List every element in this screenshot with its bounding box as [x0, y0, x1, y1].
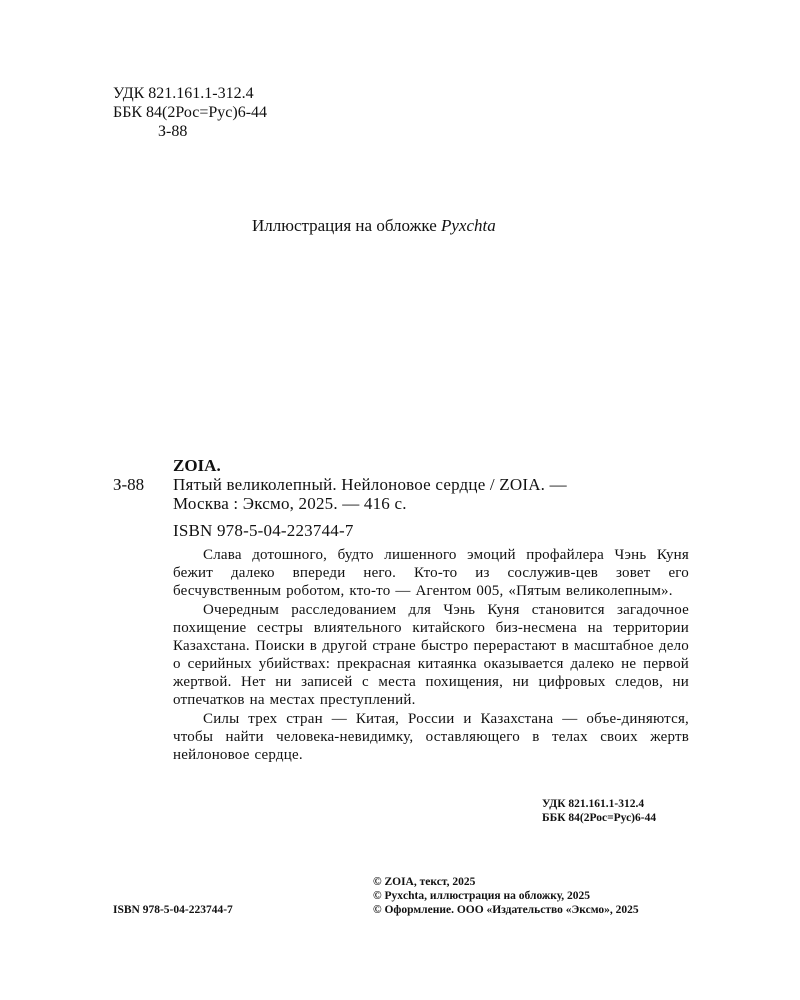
- udk-code: УДК 821.161.1-312.4: [113, 85, 254, 102]
- author-heading: ZOIA.: [173, 456, 221, 475]
- footer-isbn: ISBN 978-5-04-223744-7: [113, 904, 233, 916]
- cover-illustration-artist: Pyxchta: [441, 216, 496, 235]
- catalog-isbn: ISBN 978-5-04-223744-7: [173, 521, 354, 540]
- bbk-code: ББК 84(2Рос=Рус)6-44: [113, 104, 268, 121]
- annotation-paragraph: Силы трех стран — Китая, России и Казахстана — объе-диняются, чтобы найти человека-невидимку, оставляющего в телах своих жертв нейлоновое сердце.: [173, 711, 689, 763]
- cover-illustration-prefix: Иллюстрация на обложке: [252, 216, 441, 235]
- annotation-paragraph: Очередным расследованием для Чэнь Куня становится загадочное похищение сестры влиятельного китайского биз-несмена на территории Казахстана. Поиски в другой стране быстро перерастают в масштабное дело о серийных убийствах: прекрасная китаянка оказывается далеко не первой жертвой. Нет ни записей с места похищения, ни цифровых следов, ни отпечатков на местах преступлений.: [173, 602, 689, 708]
- catalog-author-mark: З-88: [113, 475, 145, 494]
- author-mark: З-88: [158, 123, 188, 140]
- index-udk: УДК 821.161.1-312.4: [542, 798, 645, 810]
- index-bbk: ББК 84(2Рос=Рус)6-44: [542, 812, 657, 824]
- annotation: [173, 546, 689, 765]
- copyright-design: © Оформление. ООО «Издательство «Эксмо», 2025: [373, 904, 639, 916]
- copyright-text: © ZOIA, текст, 2025: [373, 876, 476, 888]
- copyright-illustration: © Pyxchta, иллюстрация на обложку, 2025: [373, 890, 591, 902]
- book-title-line-2: Москва : Эксмо, 2025. — 416 с.: [173, 494, 407, 513]
- annotation-paragraph: Слава дотошного, будто лишенного эмоций профайлера Чэнь Куня бежит далеко впереди него. Кто-то из сослужив-цев зовет его бесчувственным роботом, кто-то — Агентом 005, «Пятым великолепным».: [173, 547, 689, 599]
- book-title-line-1: Пятый великолепный. Нейлоновое сердце / ZOIA. —: [173, 475, 567, 494]
- cover-illustration-credit: [252, 216, 496, 235]
